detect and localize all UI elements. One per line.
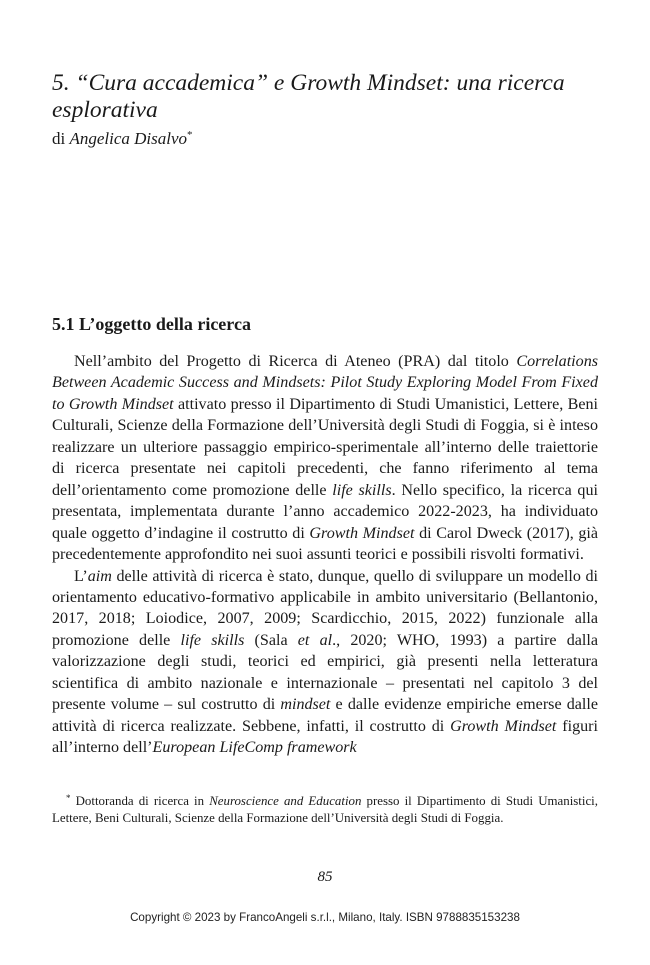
copyright-notice: Copyright © 2023 by FrancoAngeli s.r.l., Milano, Italy. ISBN 9788835153238 (130, 911, 520, 924)
section-heading: 5.1 L’oggetto della ricerca (52, 314, 251, 334)
text-run: Dottoranda di ricerca in (70, 794, 210, 808)
italic-run: mindset (280, 696, 331, 714)
text-run: ., 2020; WHO, 1993) a partire dalla valorizzazione degli studi, teorici ed empirici, già presenti nella letteratura scientifica di ambito nazionale e internazionale – presentati nel capitolo 3 del presente volume – sul costrutto di (52, 631, 598, 714)
author-line (52, 128, 193, 150)
text-run: . Nello specifico, la ricerca qui presentata, implementata durante l’anno accademico 2022-2023, ha individuato quale oggetto d’indagine il costrutto di (52, 481, 598, 542)
italic-run: Growth Mindset (450, 717, 557, 735)
italic-run: Growth Mindset (309, 524, 415, 542)
text-run: delle attività di ricerca è stato, dunque, quello di sviluppare un modello di orientamento educativo-formativo applicabile in ambito universitario (Bellantonio, 2017, 2018; Loiodice, 2007, 2009; Scardicchio, 2015, 2022) funzionale alla promozione delle (52, 567, 598, 649)
body-text (52, 351, 598, 759)
italic-run: aim (87, 567, 112, 585)
chapter-title: 5. “Cura accademica” e Growth Mindset: una ricerca esplorativa (52, 70, 565, 123)
italic-run: Correlations Between Academic Success and Mindsets: Pilot Study Exploring Model From Fixed to Growth Mindset (52, 353, 598, 413)
italic-run: European LifeComp framework (152, 739, 357, 757)
text-run: attivato presso il Dipartimento di Studi Umanistici, Lettere, Beni Culturali, Scienze della Formazione dell’Università degli Studi di Foggia, si è inteso realizzare un ulteriore passaggio empirico-sperimentale all’interno delle traiettorie di ricerca presentate nei capitoli precedenti, che fanno riferimento al tema dell’orientamento come promozione delle (52, 395, 598, 499)
author-footnote-mark: * (187, 129, 193, 141)
italic-run: et al (297, 631, 333, 649)
text-run: e dalle evidenze empiriche emerse dalle attività di ricerca realizzate. Sebbene, infatti, il costrutto di (52, 696, 598, 735)
footnote-mark: * (66, 793, 71, 803)
author-prefix: di (52, 129, 70, 148)
text-run: presso il Dipartimento di Studi Umanistici, Lettere, Beni Culturali, Scienze della Formazione dell’Università degli Studi di Foggia. (52, 794, 598, 825)
italic-run: life skills (180, 631, 245, 649)
text-run: L’ (74, 567, 88, 585)
paragraph-2 (52, 566, 598, 759)
italic-run: life skills (332, 481, 392, 499)
author-name: Angelica Disalvo (69, 129, 188, 148)
text-run: (Sala (244, 631, 298, 649)
text-run: Nell’ambito del Progetto di Ricerca di Ateneo (PRA) dal titolo (74, 353, 517, 370)
italic-run: Neuroscience and Education (209, 794, 362, 808)
text-run: di Carol Dweck (2017), già precedentemente approfondito nei suoi assunti teorici e possibili risvolti formativi. (52, 524, 598, 564)
paragraph-1 (52, 351, 598, 566)
footnote-text (52, 793, 598, 827)
text-run: figuri all’interno dell’ (52, 717, 598, 757)
page-number: 85 (317, 869, 333, 885)
footnote (52, 793, 598, 827)
